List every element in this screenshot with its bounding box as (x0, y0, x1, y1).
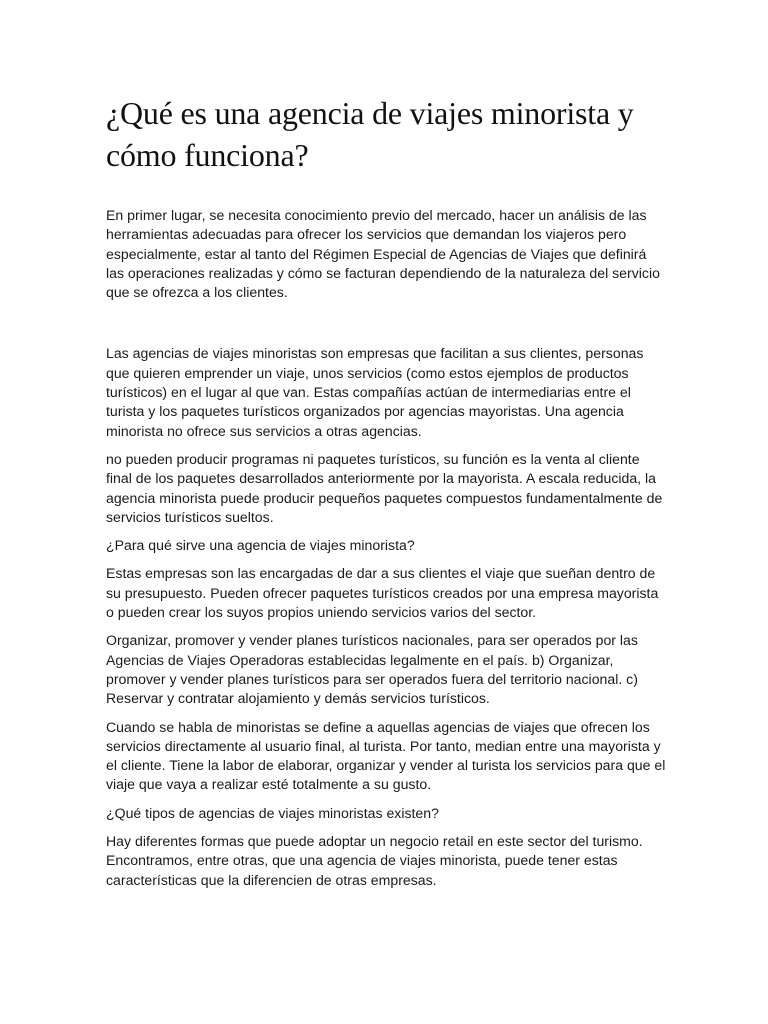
paragraph-minoristas: Cuando se habla de minoristas se define a aquellas agencias de viajes que ofrecen los servicios directamente al usuario final, al turista. Por tanto, median entre una mayorista y el cliente. Tiene la labor de elaborar, organizar y vender al turista los servicios para que el viaje que vaya a realizar esté totalmente a su gusto. (106, 718, 666, 793)
paragraph-purpose: Estas empresas son las encargadas de dar a sus clientes el viaje que sueñan dentro de su presupuesto. Pueden ofrecer paquetes turísticos creados por una empresa mayorista o pueden crear los suyos propios uniendo servicios varios del sector. (106, 565, 659, 621)
paragraph-function: no pueden producir programas ni paquetes turísticos, su función es la venta al cliente final de los paquetes desarrollados anteriormente por la mayorista. A escala reducida, la agencia minorista puede producir pequeños paquetes compuestos fundamentalmente de servicios turísticos sueltos. (106, 450, 663, 525)
subheading-purpose: ¿Para qué sirve una agencia de viajes minorista? (106, 537, 415, 554)
subheading-types: ¿Qué tipos de agencias de viajes minoristas existen? (106, 804, 439, 821)
document-title: ¿Qué es una agencia de viajes minorista y cómo funciona? (106, 95, 634, 173)
paragraph-intro: En primer lugar, se necesita conocimiento previo del mercado, hacer un análisis de las herramientas adecuadas para ofrecer los servicios que demandan los viajeros pero especialmente, estar al tanto del Régimen Especial de Agencias de Viajes que definirá las operaciones realizadas y cómo se facturan dependiendo de la naturaleza del servicio que se ofrezca a los clientes. (106, 207, 660, 301)
document-page (106, 92, 666, 899)
paragraph-activities: Organizar, promover y vender planes turísticos nacionales, para ser operados por las Agencias de Viajes Operadoras establecidas legalmente en el país. b) Organizar, promover y vender planes turísticos para ser operados fuera del territorio nacional. c) Reservar y contratar alojamiento y demás servicios turísticos. (106, 632, 638, 707)
paragraph-definition: Las agencias de viajes minoristas son empresas que facilitan a sus clientes, personas que quieren emprender un viaje, unos servicios (como estos ejemplos de productos turísticos) en el lugar al que van. Estas compañías actúan de intermediarias entre el turista y los paquetes turísticos organizados por agencias mayoristas. Una agencia minorista no ofrece sus servicios a otras agencias. (106, 345, 644, 439)
paragraph-types: Hay diferentes formas que puede adoptar un negocio retail en este sector del turismo. Encontramos, entre otras, que una agencia de viajes minorista, puede tener estas características que la diferencien de otras empresas. (106, 833, 643, 888)
